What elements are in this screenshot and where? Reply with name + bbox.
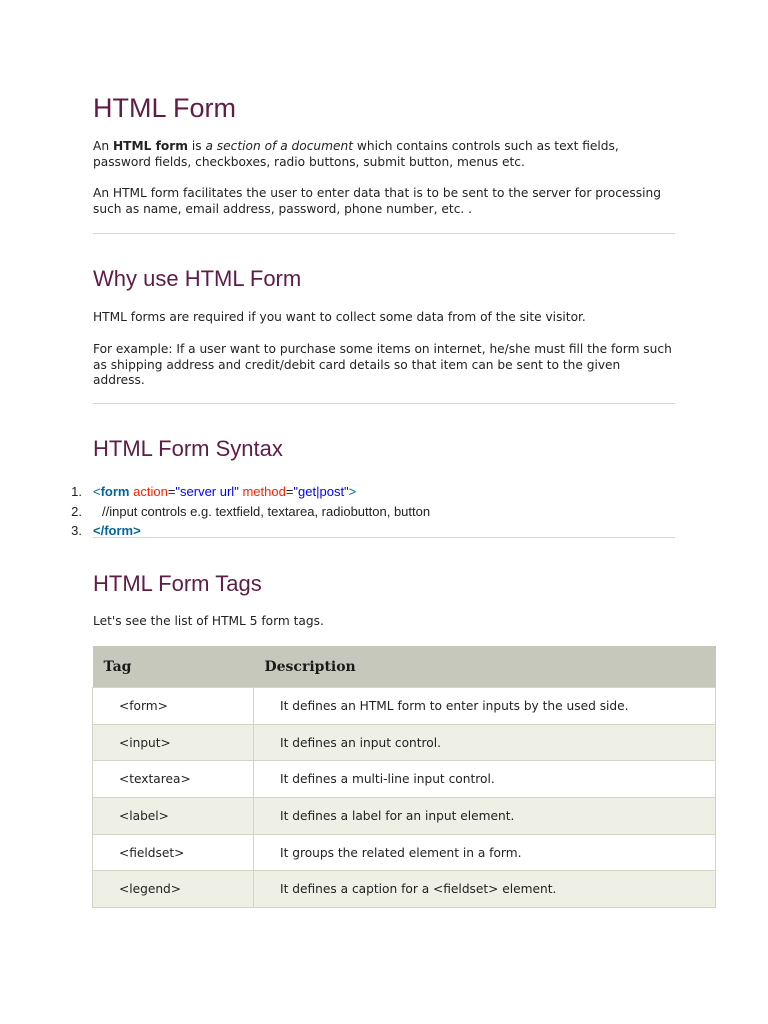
section-divider <box>93 537 675 538</box>
intro-text: which contains controls such as text fields, password fields, checkboxes, radio buttons, submit button, menus etc. <box>93 139 619 169</box>
code-equals: = <box>285 484 294 499</box>
intro-paragraph-2 <box>93 186 675 217</box>
tag-cell: <form> <box>93 688 254 725</box>
code-attribute: method <box>242 484 286 499</box>
line-number: 1. <box>71 484 82 499</box>
section-divider <box>93 233 675 234</box>
description-cell: It defines an HTML form to enter inputs by the used side. <box>254 688 716 725</box>
tags-section <box>93 570 675 598</box>
intro-text: is <box>187 139 206 153</box>
intro-italic-term: a section of a document <box>205 139 354 153</box>
code-line <box>66 482 686 502</box>
code-tag: form <box>104 523 134 538</box>
tag-cell: <legend> <box>93 871 254 908</box>
page-title: HTML Form <box>93 93 236 123</box>
why-paragraph-text: For example: If a user want to purchase some items on internet, he/she must fill the form such as shipping address and credit/debit card details so that item can be sent to the given address. <box>93 342 672 387</box>
tag-cell: <label> <box>93 798 254 835</box>
description-cell: It defines a multi-line input control. <box>254 761 716 798</box>
intro-section <box>93 92 675 124</box>
code-value: "server url" <box>175 484 239 499</box>
code-bracket: </ <box>93 523 105 538</box>
code-bracket: > <box>348 484 357 499</box>
syntax-heading: HTML Form Syntax <box>93 436 283 461</box>
description-cell: It defines a label for an input element. <box>254 798 716 835</box>
why-section <box>93 265 675 293</box>
why-paragraph-1 <box>93 310 675 326</box>
code-line <box>66 502 686 522</box>
section-divider <box>93 403 675 404</box>
table-row <box>93 834 716 871</box>
table-row <box>93 761 716 798</box>
intro-bold-term: HTML form <box>112 139 188 153</box>
intro-paragraph-text: An HTML form facilitates the user to enter data that is to be sent to the server for processing such as name, email address, password, phone number, etc. . <box>93 186 661 216</box>
code-value: "get|post" <box>293 484 349 499</box>
table-row <box>93 871 716 908</box>
form-tags-table <box>92 646 716 908</box>
tag-cell: <fieldset> <box>93 834 254 871</box>
table-header-row <box>93 646 716 688</box>
syntax-section <box>93 435 675 463</box>
description-cell: It groups the related element in a form. <box>254 834 716 871</box>
why-heading: Why use HTML Form <box>93 266 302 291</box>
column-header-description: Description <box>254 646 716 688</box>
code-bracket: > <box>133 523 141 538</box>
tag-cell: <textarea> <box>93 761 254 798</box>
code-block <box>66 482 686 541</box>
code-tag: form <box>100 484 130 499</box>
line-number: 3. <box>71 523 82 538</box>
code-comment: //input controls e.g. textfield, textarea, radiobutton, button <box>102 503 431 519</box>
why-paragraph-text: HTML forms are required if you want to collect some data from of the site visitor. <box>93 310 586 324</box>
line-number: 2. <box>71 503 82 519</box>
code-equals: = <box>167 484 176 499</box>
description-cell: It defines an input control. <box>254 724 716 761</box>
intro-paragraph-1 <box>93 139 675 170</box>
code-bracket: < <box>93 484 101 499</box>
tags-intro <box>93 614 675 630</box>
tags-intro-text: Let's see the list of HTML 5 form tags. <box>93 614 324 628</box>
tag-cell: <input> <box>93 724 254 761</box>
table-row <box>93 798 716 835</box>
column-header-tag: Tag <box>93 646 254 688</box>
description-cell: It defines a caption for a <fieldset> element. <box>254 871 716 908</box>
table-row <box>93 724 716 761</box>
why-paragraph-2 <box>93 342 675 389</box>
tags-heading: HTML Form Tags <box>93 571 262 596</box>
table-row <box>93 688 716 725</box>
code-attribute: action <box>133 484 168 499</box>
intro-text: An <box>93 139 113 153</box>
